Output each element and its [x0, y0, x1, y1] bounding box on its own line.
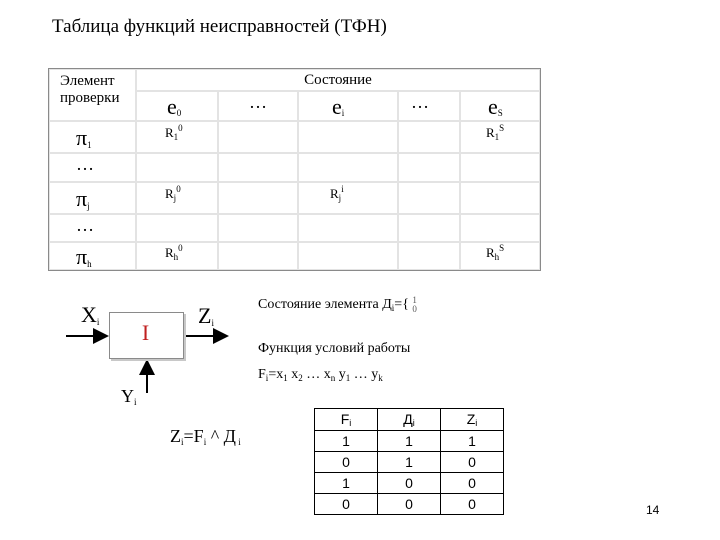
state-ellipsis-1: …: [219, 92, 297, 120]
cell-r3-c3: [399, 183, 459, 213]
input-x-label: Xi: [81, 302, 100, 327]
cell-r2-c1: [219, 154, 297, 181]
truth-cell: 1: [378, 431, 441, 452]
output-z-label: Zi: [198, 303, 214, 328]
cell-r4-c4: [461, 215, 539, 241]
element-state-text: Состояние элемента $Д_i=${ 1 0: [258, 295, 417, 314]
table-row: [315, 431, 504, 452]
header-element-cell: [50, 70, 135, 120]
cell-r5-c1: [219, 243, 297, 269]
input-y-label: Yi: [121, 386, 137, 407]
cell-r5-c2: [299, 243, 397, 269]
row-label-pih: πh: [50, 243, 135, 269]
cell-r1-e0: $R1^0$: [137, 122, 217, 152]
cell-r4-c3: [399, 215, 459, 241]
truth-cell: 0: [441, 473, 504, 494]
cell-r2-c3: [399, 154, 459, 181]
header-state-cell: [137, 70, 539, 90]
cell-rj-ei: Rj$^i$: [299, 183, 397, 213]
condition-formula: $F_i=x_1$ $x_2$ … $x_n$ $y_1$ … $y_k$: [258, 367, 383, 383]
table-row: [315, 473, 504, 494]
cell-r1-es: $R1^S$: [461, 122, 539, 152]
truth-cell: 0: [441, 494, 504, 515]
cell-r2-c0: [137, 154, 217, 181]
state-values: 1 0: [412, 295, 417, 314]
truth-cell: 1: [441, 431, 504, 452]
state-ei: ei: [299, 92, 397, 120]
truth-cell: 1: [315, 431, 378, 452]
state-es: eS: [461, 92, 539, 120]
cell-r4-c2: [299, 215, 397, 241]
truth-table-header: [315, 409, 504, 431]
truth-header-d: $Д_i$: [378, 409, 441, 431]
cell-r1-c2: [299, 122, 397, 152]
element-block-label: I: [141, 320, 150, 345]
header-state-label: Состояние: [304, 72, 372, 88]
cell-r2-c2: [299, 154, 397, 181]
state-e0: e0: [137, 92, 217, 120]
truth-cell: 0: [378, 494, 441, 515]
condition-label: Функция условий работы: [258, 341, 411, 356]
page-number: 14: [646, 503, 660, 517]
cell-r1-c1: [219, 122, 297, 152]
truth-header-f: $F_i$: [315, 409, 378, 431]
fault-function-table: [48, 68, 541, 271]
output-formula: Zi=Fi ^ Д i: [170, 426, 241, 447]
truth-cell: 0: [441, 452, 504, 473]
cell-rj-e0: Rj$^0$: [137, 183, 217, 213]
cell-r5-c3: [399, 243, 459, 269]
cell-r1-c3: [399, 122, 459, 152]
table-row: [315, 452, 504, 473]
cell-r4-c1: [219, 215, 297, 241]
state-ellipsis-2: …: [399, 92, 459, 120]
cell-r3-c4: [461, 183, 539, 213]
truth-header-z: $Z_i$: [441, 409, 504, 431]
truth-cell: 1: [315, 473, 378, 494]
cell-r4-c0: [137, 215, 217, 241]
page-title: Таблица функций неисправностей (ТФН): [52, 16, 387, 37]
row-label-dots-2: …: [50, 215, 135, 241]
cell-rh-e0: Rh$^0$: [137, 243, 217, 269]
cell-rh-es: $Rh^S$: [461, 243, 539, 269]
header-element-label: Элемент проверки: [60, 73, 120, 106]
truth-cell: 0: [315, 452, 378, 473]
truth-cell: 0: [315, 494, 378, 515]
truth-cell: 1: [378, 452, 441, 473]
cell-r3-c1: [219, 183, 297, 213]
truth-table: [314, 408, 504, 515]
cell-r2-c4: [461, 154, 539, 181]
table-row: [315, 494, 504, 515]
row-label-pi1: π1: [50, 122, 135, 152]
row-label-pij: πj: [50, 183, 135, 213]
row-label-dots-1: …: [50, 154, 135, 181]
truth-cell: 0: [378, 473, 441, 494]
